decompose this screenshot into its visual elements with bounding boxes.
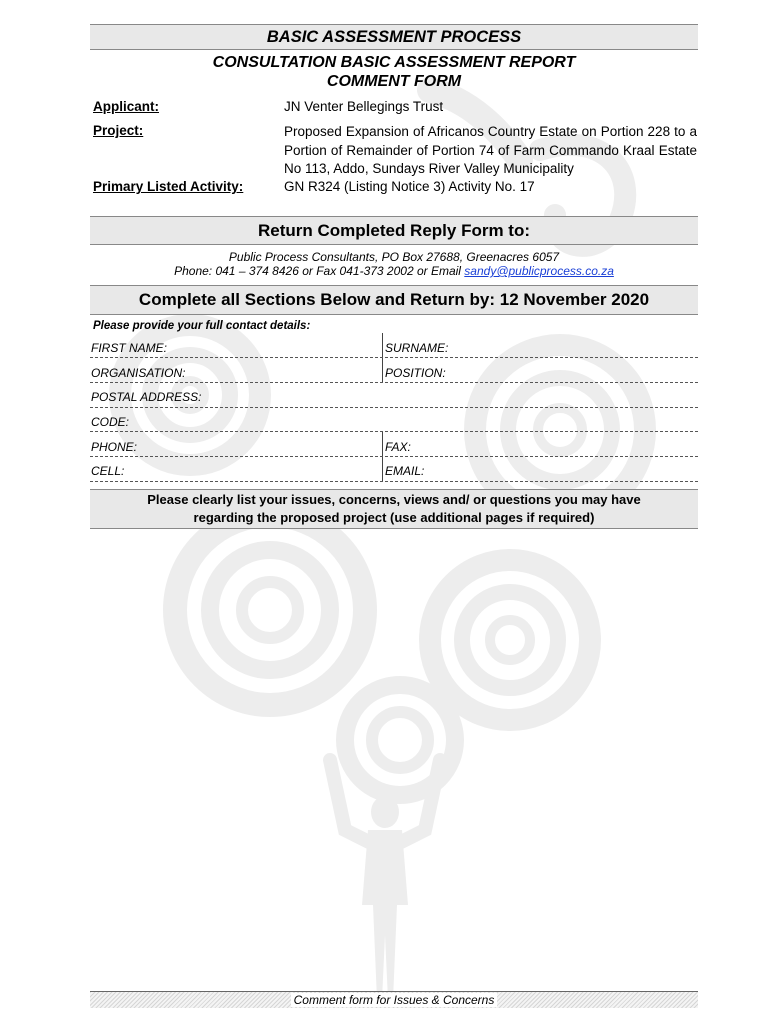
- organisation-field[interactable]: ORGANISATION:: [91, 366, 186, 380]
- return-email-link[interactable]: sandy@publicprocess.co.za: [464, 264, 614, 278]
- applicant-label: Applicant:: [93, 99, 159, 114]
- surname-field[interactable]: SURNAME:: [385, 341, 449, 355]
- cell-field[interactable]: CELL:: [91, 464, 125, 478]
- issues-prompt-bar: [90, 489, 698, 529]
- email-field[interactable]: EMAIL:: [385, 464, 425, 478]
- field-underline: [90, 456, 698, 457]
- first-name-field[interactable]: FIRST NAME:: [91, 341, 168, 355]
- footer-bar: [90, 991, 698, 1008]
- applicant-value: JN Venter Bellegings Trust: [284, 99, 444, 114]
- project-label: Project:: [93, 123, 144, 138]
- project-value: Proposed Expansion of Africanos Country Estate on Portion 228 to a Portion of Remainder of Portion 74 of Farm Commando Kraal Estate No 113, Addo, Sundays River Valley Municipality: [284, 124, 697, 176]
- return-phone-fax: Phone: 041 – 374 8426 or Fax 041-373 2002 or Email: [174, 264, 465, 278]
- return-address: Public Process Consultants, PO Box 27688, Greenacres 6057: [228, 250, 560, 264]
- deadline-bar: [90, 285, 698, 315]
- fax-field[interactable]: FAX:: [385, 440, 411, 454]
- return-contact-line: [90, 264, 698, 278]
- issues-prompt-line-1: Please clearly list your issues, concerns, views and/ or questions you may have: [147, 492, 641, 507]
- form-title-bar: [90, 24, 698, 50]
- return-heading: Return Completed Reply Form to:: [257, 221, 530, 240]
- field-underline: [90, 431, 698, 432]
- subtitle-line-1: CONSULTATION BASIC ASSESSMENT REPORT: [212, 54, 576, 71]
- postal-address-field[interactable]: POSTAL ADDRESS:: [91, 390, 202, 404]
- form-subtitle: [90, 53, 698, 91]
- activity-value: GN R324 (Listing Notice 3) Activity No. 17: [284, 179, 535, 194]
- contact-instruction: Please provide your full contact details:: [93, 320, 311, 332]
- field-underline: [90, 382, 698, 383]
- position-field[interactable]: POSITION:: [385, 366, 446, 380]
- deadline-heading: Complete all Sections Below and Return by: 12 November 2020: [138, 290, 650, 309]
- field-underline: [90, 407, 698, 408]
- subtitle-line-2: COMMENT FORM: [326, 73, 462, 90]
- field-underline: [90, 357, 698, 358]
- activity-label: Primary Listed Activity:: [93, 179, 244, 194]
- footer-text: Comment form for Issues & Concerns: [291, 993, 498, 1007]
- code-field[interactable]: CODE:: [91, 415, 130, 429]
- column-divider-top: [382, 333, 383, 383]
- form-title: BASIC ASSESSMENT PROCESS: [266, 28, 522, 46]
- return-heading-bar: [90, 216, 698, 245]
- field-underline: [90, 481, 698, 482]
- column-divider-bottom: [382, 432, 383, 482]
- issues-prompt-line-2: regarding the proposed project (use additional pages if required): [193, 510, 595, 525]
- phone-field[interactable]: PHONE:: [91, 440, 138, 454]
